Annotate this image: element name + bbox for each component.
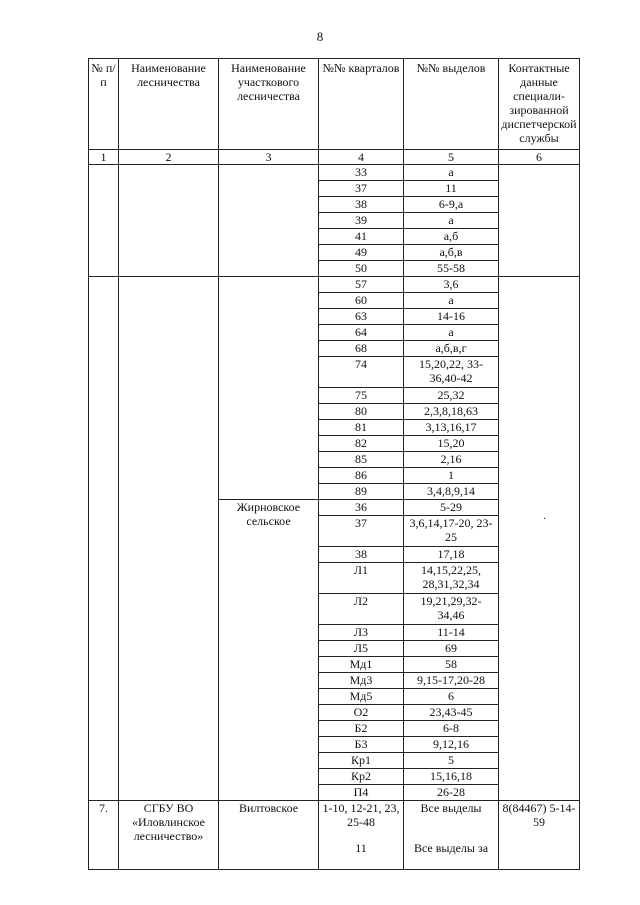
header-forestry: Наименование лесничества bbox=[119, 59, 219, 150]
table-row bbox=[89, 165, 580, 181]
empty-cell bbox=[219, 277, 319, 500]
section-cell: 23,43-45 bbox=[404, 705, 499, 721]
quarter-cell: 85 bbox=[319, 452, 404, 468]
section-cell: 15,16,18 bbox=[404, 769, 499, 785]
table-row-7 bbox=[89, 801, 580, 870]
section-cell: 6 bbox=[404, 689, 499, 705]
col-number: 2 bbox=[119, 150, 219, 165]
stray-mark: · bbox=[543, 514, 547, 525]
empty-cell bbox=[219, 165, 319, 277]
section-cell: а,б bbox=[404, 229, 499, 245]
quarter-cell: 82 bbox=[319, 436, 404, 452]
section-cell: 58 bbox=[404, 657, 499, 673]
header-sections: №№ выделов bbox=[404, 59, 499, 150]
quarter-cell: Мд1 bbox=[319, 657, 404, 673]
section-cell: 15,20 bbox=[404, 436, 499, 452]
empty-cell bbox=[89, 165, 119, 277]
quarter-cell: Кр1 bbox=[319, 753, 404, 769]
quarter-cell: 68 bbox=[319, 341, 404, 357]
quarter-range: 1-10, 12-21, 23, 25-48 bbox=[322, 801, 400, 829]
section-cell: а bbox=[404, 325, 499, 341]
section-cell: 14,15,22,25, 28,31,32,34 bbox=[404, 563, 499, 594]
quarter-cell: 60 bbox=[319, 293, 404, 309]
quarter-cell: 49 bbox=[319, 245, 404, 261]
empty-cell bbox=[499, 165, 580, 277]
header-contacts: Контактные данные специали-зированной диспетчерской службы bbox=[499, 59, 580, 150]
col-number: 3 bbox=[219, 150, 319, 165]
quarter-cell: Кр2 bbox=[319, 769, 404, 785]
section-cell: а,б,в,г bbox=[404, 341, 499, 357]
contact-phone: 8(84467) 5-14-59 bbox=[499, 801, 580, 870]
section-cell: 9,15-17,20-28 bbox=[404, 673, 499, 689]
section-cell: 3,6,14,17-20, 23-25 bbox=[404, 516, 499, 547]
quarter-cell bbox=[319, 801, 404, 870]
row-number: 7. bbox=[89, 801, 119, 870]
quarter-cell: 37 bbox=[319, 516, 404, 547]
section-cell: 5 bbox=[404, 753, 499, 769]
quarter-cell: Л5 bbox=[319, 641, 404, 657]
forestry-name: СГБУ ВО «Иловлинское лесничество» bbox=[119, 801, 219, 870]
section-cell: 3,6 bbox=[404, 277, 499, 293]
district-name-cell: Жирновское сельское bbox=[219, 500, 319, 801]
header-num: № п/п bbox=[89, 59, 119, 150]
quarter-cell: 80 bbox=[319, 404, 404, 420]
quarter-cell: Мд3 bbox=[319, 673, 404, 689]
quarter-cell: 36 bbox=[319, 500, 404, 516]
section-cell: а bbox=[404, 293, 499, 309]
section-cell: 9,12,16 bbox=[404, 737, 499, 753]
table-row bbox=[89, 277, 580, 293]
col-number: 6 bbox=[499, 150, 580, 165]
quarter-cell: 86 bbox=[319, 468, 404, 484]
table-header-row bbox=[89, 59, 580, 150]
quarter-cell: 74 bbox=[319, 357, 404, 388]
quarter-cell: 75 bbox=[319, 388, 404, 404]
quarter-cell: 64 bbox=[319, 325, 404, 341]
section-cell: 69 bbox=[404, 641, 499, 657]
quarter-cell: Б3 bbox=[319, 737, 404, 753]
empty-cell bbox=[119, 165, 219, 277]
header-district: Наименование участкового лесничества bbox=[219, 59, 319, 150]
section-cell: 5-29 bbox=[404, 500, 499, 516]
quarter-cell: 38 bbox=[319, 547, 404, 563]
section-cell bbox=[404, 801, 499, 870]
section-cell: 3,13,16,17 bbox=[404, 420, 499, 436]
quarter-cell: 37 bbox=[319, 181, 404, 197]
section-cell: 1 bbox=[404, 468, 499, 484]
quarter-cell: 39 bbox=[319, 213, 404, 229]
page-number: 8 bbox=[316, 29, 324, 44]
section-cell: 6-9,а bbox=[404, 197, 499, 213]
section-cell: а,б,в bbox=[404, 245, 499, 261]
section-cell: 19,21,29,32- 34,46 bbox=[404, 594, 499, 625]
section-cell: 14-16 bbox=[404, 309, 499, 325]
section-cell: 26-28 bbox=[404, 785, 499, 801]
section-cell: 2,3,8,18,63 bbox=[404, 404, 499, 420]
quarter-cell: 33 bbox=[319, 165, 404, 181]
section-all-except: Все выделы за bbox=[413, 841, 489, 855]
quarter-cell: 41 bbox=[319, 229, 404, 245]
quarter-cell: Мд5 bbox=[319, 689, 404, 705]
quarter-cell: 50 bbox=[319, 261, 404, 277]
quarter-cell: 63 bbox=[319, 309, 404, 325]
quarter-cell: 89 bbox=[319, 484, 404, 500]
section-cell: 2,16 bbox=[404, 452, 499, 468]
quarter-cell: 57 bbox=[319, 277, 404, 293]
forestry-table bbox=[88, 58, 580, 870]
section-cell: 3,4,8,9,14 bbox=[404, 484, 499, 500]
section-cell: 11-14 bbox=[404, 625, 499, 641]
empty-cell bbox=[89, 277, 119, 801]
col-number: 1 bbox=[89, 150, 119, 165]
quarter-cell: 38 bbox=[319, 197, 404, 213]
section-cell: а bbox=[404, 165, 499, 181]
col-number: 5 bbox=[404, 150, 499, 165]
quarter-cell: Б2 bbox=[319, 721, 404, 737]
header-quarters: №№ кварталов bbox=[319, 59, 404, 150]
empty-cell bbox=[499, 277, 580, 801]
section-cell: 55-58 bbox=[404, 261, 499, 277]
column-numbering-row bbox=[89, 150, 580, 165]
quarter-cell: Л2 bbox=[319, 594, 404, 625]
quarter-single: 11 bbox=[355, 841, 367, 855]
quarter-cell: Л1 bbox=[319, 563, 404, 594]
quarter-cell: О2 bbox=[319, 705, 404, 721]
section-cell: а bbox=[404, 213, 499, 229]
quarter-cell: П4 bbox=[319, 785, 404, 801]
section-cell: 6-8 bbox=[404, 721, 499, 737]
section-cell: 25,32 bbox=[404, 388, 499, 404]
quarter-cell: Л3 bbox=[319, 625, 404, 641]
district-name: Вилтовское bbox=[219, 801, 319, 870]
section-cell: 17,18 bbox=[404, 547, 499, 563]
quarter-cell: 81 bbox=[319, 420, 404, 436]
section-cell: 15,20,22, 33-36,40-42 bbox=[404, 357, 499, 388]
col-number: 4 bbox=[319, 150, 404, 165]
section-all: Все выделы bbox=[420, 801, 482, 815]
empty-cell bbox=[119, 277, 219, 801]
section-cell: 11 bbox=[404, 181, 499, 197]
